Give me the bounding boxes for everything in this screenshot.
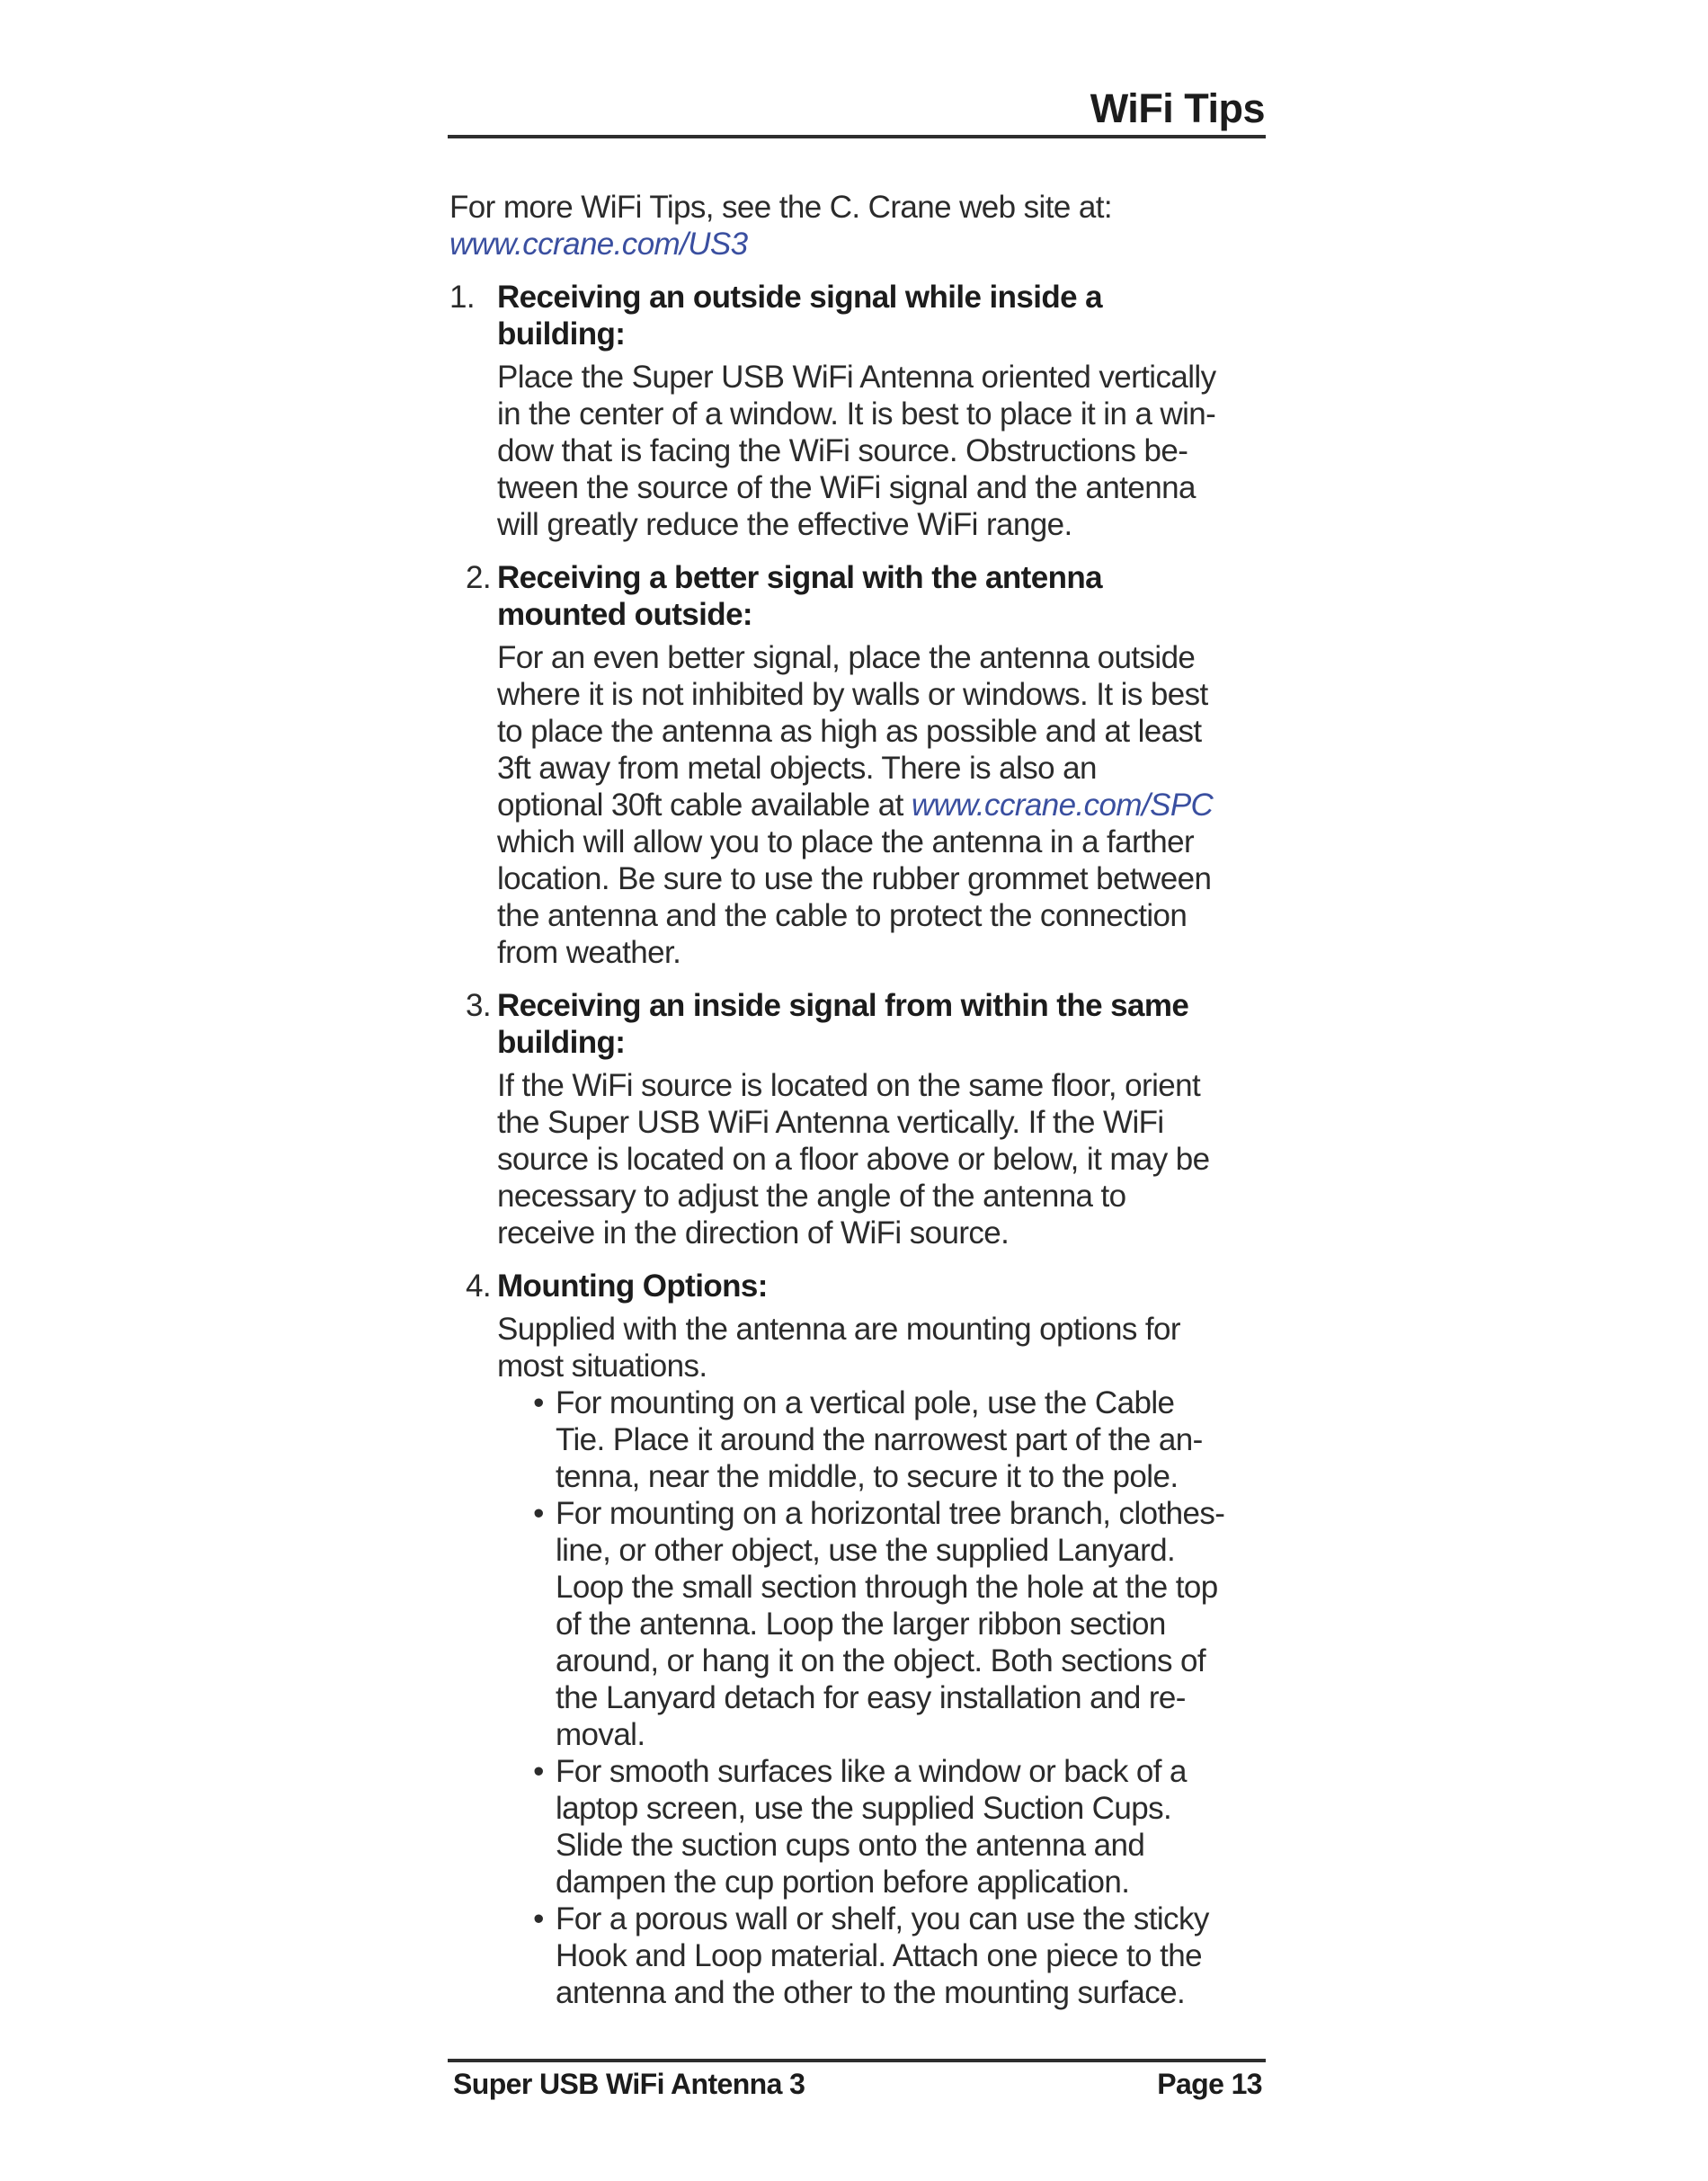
bullet-line: Loop the small section through the hole at the top [556, 1570, 1218, 1605]
body-line: which will allow you to place the antenna in a farther [497, 824, 1195, 859]
bullet-icon: • [533, 1496, 544, 1531]
header-rule [448, 135, 1266, 138]
body-line: the antenna and the cable to protect the connection [497, 898, 1188, 933]
bullet-line: the Lanyard detach for easy installation and re- [556, 1680, 1186, 1715]
body-line: the Super USB WiFi Antenna vertically. If the WiFi [497, 1105, 1164, 1140]
bullet-line: Tie. Place it around the narrowest part of the an- [556, 1422, 1203, 1457]
item-heading [497, 279, 1268, 352]
bullet-item-suction-cups [497, 1753, 1268, 1901]
bullet-line: Slide the suction cups onto the antenna and [556, 1828, 1145, 1863]
bullet-line: laptop screen, use the supplied Suction Cups. [556, 1791, 1172, 1826]
item-body [497, 1067, 1268, 1251]
body-line: from weather. [497, 935, 681, 970]
spc-link[interactable]: www.ccrane.com/SPC [911, 788, 1214, 823]
tip-item-2 [449, 559, 1268, 971]
mounting-options-list [497, 1384, 1268, 2011]
bullet-line: For mounting on a vertical pole, use the Cable [556, 1385, 1175, 1420]
clipped-text-line [9, 2174, 584, 2181]
footer-page-number: Page 13 [1157, 2068, 1262, 2100]
item-number: 4. [466, 1269, 491, 1304]
bullet-icon: • [533, 1754, 544, 1789]
heading-line: Receiving a better signal with the antenna [497, 560, 1103, 595]
heading-line: building: [497, 316, 626, 352]
body-line: location. Be sure to use the rubber grommet between [497, 861, 1212, 896]
tip-item-1 [449, 279, 1268, 543]
body-line: will greatly reduce the effective WiFi range. [497, 507, 1072, 542]
item-body [497, 639, 1268, 971]
body-line: necessary to adjust the angle of the antenna to [497, 1179, 1126, 1214]
bullet-line: dampen the cup portion before application. [556, 1865, 1130, 1900]
bullet-icon: • [533, 1385, 544, 1420]
bullet-item-cable-tie [497, 1384, 1268, 1495]
page-footer [453, 2068, 1262, 2100]
content-column [449, 189, 1268, 2027]
tip-item-3 [449, 987, 1268, 1251]
heading-line: Receiving an inside signal from within the same [497, 988, 1189, 1023]
item-number: 3. [466, 988, 491, 1023]
footer-product-name: Super USB WiFi Antenna 3 [453, 2068, 805, 2100]
intro-paragraph [449, 189, 1268, 263]
body-line-with-link [497, 787, 1268, 823]
us3-link[interactable]: www.ccrane.com/US3 [449, 227, 748, 262]
bullet-line: tenna, near the middle, to secure it to the pole. [556, 1459, 1179, 1494]
item-heading [497, 1268, 1268, 1304]
bullet-line: For a porous wall or shelf, you can use the sticky [556, 1901, 1209, 1936]
heading-line: building: [497, 1025, 626, 1060]
body-line: Place the Super USB WiFi Antenna oriented vertically [497, 360, 1216, 395]
heading-line: Mounting Options: [497, 1269, 768, 1304]
bullet-item-lanyard [497, 1495, 1268, 1753]
item-number: 1. [449, 280, 475, 315]
bullet-item-hook-and-loop [497, 1901, 1268, 2011]
item-heading [497, 987, 1268, 1061]
bullet-line: line, or other object, use the supplied Lanyard. [556, 1533, 1176, 1568]
body-line: Supplied with the antenna are mounting options for [497, 1312, 1180, 1347]
footer-rule [448, 2059, 1266, 2062]
body-line: in the center of a window. It is best to place it in a win- [497, 396, 1216, 432]
bullet-line: around, or hang it on the object. Both sections of [556, 1643, 1205, 1678]
body-text: optional 30ft cable available at [497, 788, 912, 823]
bullet-line: of the antenna. Loop the larger ribbon section [556, 1607, 1166, 1642]
body-line: tween the source of the WiFi signal and the antenna [497, 470, 1196, 505]
body-line: If the WiFi source is located on the same floor, orient [497, 1068, 1201, 1103]
body-line: where it is not inhibited by walls or windows. It is best [497, 677, 1208, 712]
bullet-icon: • [533, 1901, 544, 1936]
heading-line: Receiving an outside signal while inside a [497, 280, 1103, 315]
tip-item-4 [449, 1268, 1268, 2011]
body-line: 3ft away from metal objects. There is also an [497, 751, 1097, 786]
body-line: dow that is facing the WiFi source. Obstructions be- [497, 433, 1188, 468]
body-line: For an even better signal, place the antenna outside [497, 640, 1196, 675]
body-line: source is located on a floor above or below, it may be [497, 1142, 1210, 1177]
bullet-line: moval. [556, 1717, 645, 1752]
item-body [497, 359, 1268, 543]
bullet-line: For smooth surfaces like a window or back of a [556, 1754, 1187, 1789]
bullet-line: Hook and Loop material. Attach one piece to the [556, 1938, 1202, 1973]
item-number: 2. [466, 560, 491, 595]
body-line: most situations. [497, 1349, 707, 1384]
page-title: WiFi Tips [1090, 85, 1265, 131]
body-line: receive in the direction of WiFi source. [497, 1215, 1010, 1251]
heading-line: mounted outside: [497, 597, 752, 632]
item-heading [497, 559, 1268, 633]
item-body [497, 1311, 1268, 1384]
bullet-line: For mounting on a horizontal tree branch, clothes- [556, 1496, 1225, 1531]
bullet-line: antenna and the other to the mounting surface. [556, 1975, 1186, 2010]
body-line: to place the antenna as high as possible and at least [497, 714, 1202, 749]
intro-text: For more WiFi Tips, see the C. Crane web site at: [449, 190, 1112, 225]
